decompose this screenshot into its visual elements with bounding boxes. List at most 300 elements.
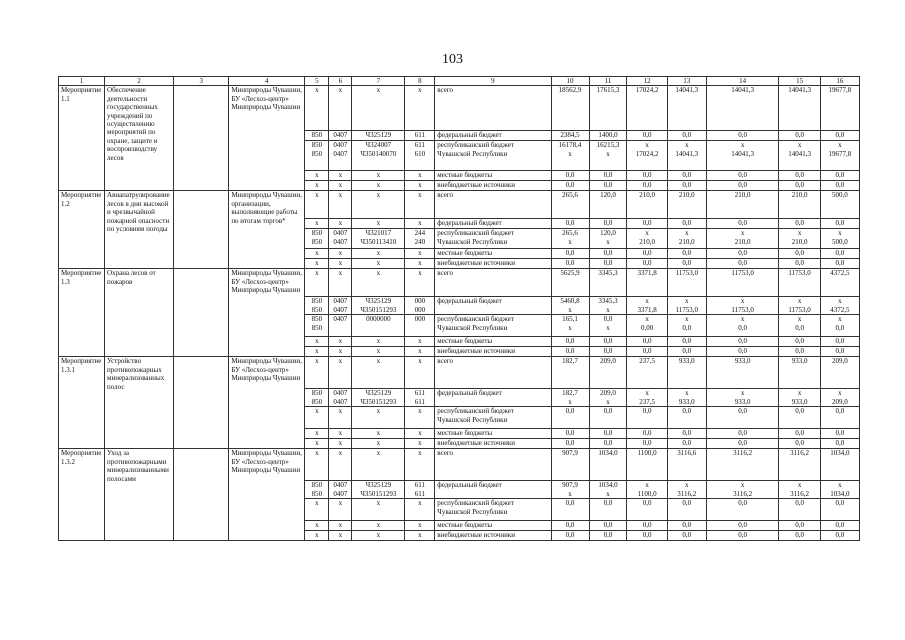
year-amount: x 237,5: [627, 389, 667, 407]
year-amount: 0,0: [589, 249, 627, 259]
year-amount: 14041,3: [706, 86, 779, 131]
year-amount: 0,0: [589, 259, 627, 269]
year-amount: x 4372,5: [820, 297, 859, 315]
section-code: 0407 0407: [329, 389, 352, 407]
year-amount: 0,0: [706, 407, 779, 429]
year-amount: 0,0: [779, 439, 820, 449]
expense-type-code: x: [405, 347, 435, 357]
year-amount: 0,0: [627, 259, 667, 269]
year-amount: 209,0: [820, 357, 859, 389]
funding-source: внебюджетные источники: [435, 181, 551, 191]
empty-cell: [174, 191, 229, 269]
year-amount: 0,0: [627, 181, 667, 191]
table-row: [59, 191, 860, 219]
table-row: [59, 86, 860, 131]
year-amount: 933,0: [779, 357, 820, 389]
expense-type-code: x: [405, 86, 435, 131]
grbs-code: 850 850: [305, 229, 329, 249]
year-amount: 3345,3: [589, 269, 627, 297]
year-amount: x 0,0: [820, 315, 859, 337]
expense-type-code: 611 610: [405, 141, 435, 171]
funding-source: местные бюджеты: [435, 171, 551, 181]
year-amount: x 210,0: [779, 229, 820, 249]
year-amount: 265,6 x: [551, 229, 589, 249]
year-amount: x 0,0: [667, 315, 706, 337]
year-amount: 1100,0: [627, 449, 667, 481]
target-article-code: x: [352, 171, 405, 181]
target-article-code: Ч324007 Ч350140070: [352, 141, 405, 171]
header-cell: 7: [352, 77, 405, 86]
header-cell: 2: [105, 77, 174, 86]
year-amount: x 1034,0: [820, 481, 859, 499]
year-amount: x 3371,8: [627, 297, 667, 315]
year-amount: x 0,0: [779, 315, 820, 337]
funding-source: внебюджетные источники: [435, 259, 551, 269]
funding-source: федеральный бюджет: [435, 131, 551, 141]
grbs-code: x: [305, 249, 329, 259]
year-amount: 0,0: [820, 131, 859, 141]
measure-name: Охрана лесов от пожаров: [105, 269, 174, 357]
year-amount: 0,0: [551, 531, 589, 541]
year-amount: x 1100,0: [627, 481, 667, 499]
target-article-code: Ч325129 Ч350151293: [352, 481, 405, 499]
year-amount: 11753,0: [667, 269, 706, 297]
year-amount: 1400,0: [589, 131, 627, 141]
grbs-code: x: [305, 439, 329, 449]
year-amount: 0,0: [706, 347, 779, 357]
target-article-code: x: [352, 86, 405, 131]
year-amount: 18562,9: [551, 86, 589, 131]
year-amount: x 19677,8: [820, 141, 859, 171]
year-amount: 0,0: [667, 521, 706, 531]
year-amount: x 11753,0: [667, 297, 706, 315]
year-amount: 0,0: [820, 181, 859, 191]
funding-source: всего: [435, 269, 551, 297]
header-cell: 13: [667, 77, 706, 86]
funding-source: местные бюджеты: [435, 521, 551, 531]
year-amount: 907,9 x: [551, 481, 589, 499]
year-amount: 1034,0 x: [589, 481, 627, 499]
target-article-code: x: [352, 219, 405, 229]
year-amount: 0,0: [820, 531, 859, 541]
measure-code: Мероприятие 1.3.1: [59, 357, 105, 449]
year-amount: 3116,2: [706, 449, 779, 481]
year-amount: 210,0: [627, 191, 667, 219]
grbs-code: x: [305, 219, 329, 229]
year-amount: 0,0: [820, 407, 859, 429]
header-cell: 1: [59, 77, 105, 86]
year-amount: 0,0: [551, 171, 589, 181]
year-amount: 0,0: [820, 521, 859, 531]
expense-type-code: x: [405, 191, 435, 219]
funding-source: местные бюджеты: [435, 429, 551, 439]
year-amount: 0,0: [706, 249, 779, 259]
grbs-code: x: [305, 269, 329, 297]
section-code: x: [329, 191, 352, 219]
year-amount: 5460,8 x: [551, 297, 589, 315]
year-amount: 16178,4 x: [551, 141, 589, 171]
section-code: 0407: [329, 315, 352, 337]
year-amount: x 933,0: [667, 389, 706, 407]
section-code: 0407 0407: [329, 141, 352, 171]
year-amount: 210,0: [667, 191, 706, 219]
year-amount: 0,0: [627, 407, 667, 429]
target-article-code: 0000000: [352, 315, 405, 337]
funding-source: республиканский бюджет Чувашской Республики: [435, 499, 551, 521]
target-article-code: x: [352, 499, 405, 521]
grbs-code: 850 850: [305, 389, 329, 407]
year-amount: 0,0: [706, 131, 779, 141]
year-amount: 0,0: [820, 171, 859, 181]
funding-source: местные бюджеты: [435, 337, 551, 347]
year-amount: 0,0: [667, 337, 706, 347]
year-amount: 0,0: [551, 347, 589, 357]
funding-source: республиканский бюджет Чувашской Республики: [435, 141, 551, 171]
year-amount: 265,6: [551, 191, 589, 219]
year-amount: 11753,0: [779, 269, 820, 297]
target-article-code: x: [352, 407, 405, 429]
grbs-code: 850 850: [305, 297, 329, 315]
year-amount: x 933,0: [779, 389, 820, 407]
year-amount: 3371,8: [627, 269, 667, 297]
year-amount: x 210,0: [706, 229, 779, 249]
grbs-code: x: [305, 171, 329, 181]
year-amount: 11753,0: [706, 269, 779, 297]
funding-source: федеральный бюджет: [435, 481, 551, 499]
year-amount: 0,0: [589, 219, 627, 229]
header-cell: 14: [706, 77, 779, 86]
target-article-code: x: [352, 357, 405, 389]
table-row: [59, 449, 860, 481]
section-code: x: [329, 531, 352, 541]
header-row: [59, 77, 860, 86]
year-amount: 0,0: [627, 249, 667, 259]
target-article-code: x: [352, 181, 405, 191]
year-amount: 19677,8: [820, 86, 859, 131]
table-row: [59, 269, 860, 297]
year-amount: 0,0: [779, 181, 820, 191]
section-code: x: [329, 521, 352, 531]
empty-cell: [174, 357, 229, 449]
year-amount: 0,0: [627, 337, 667, 347]
target-article-code: x: [352, 347, 405, 357]
section-code: x: [329, 429, 352, 439]
year-amount: 0,0: [820, 499, 859, 521]
year-amount: 0,0: [551, 249, 589, 259]
year-amount: 0,0: [589, 171, 627, 181]
year-amount: 1034,0: [589, 449, 627, 481]
section-code: 0407: [329, 131, 352, 141]
year-amount: 0,0: [706, 521, 779, 531]
expense-type-code: x: [405, 269, 435, 297]
year-amount: 0,0: [779, 347, 820, 357]
year-amount: 0,0: [551, 521, 589, 531]
year-amount: 165,1 x: [551, 315, 589, 337]
year-amount: x 3116,2: [706, 481, 779, 499]
year-amount: 0,0: [667, 249, 706, 259]
expense-type-code: 611 611: [405, 481, 435, 499]
year-amount: 209,0: [589, 357, 627, 389]
year-amount: 0,0: [779, 259, 820, 269]
header-cell: 3: [174, 77, 229, 86]
expense-type-code: x: [405, 449, 435, 481]
expense-type-code: x: [405, 259, 435, 269]
year-amount: 0,0: [667, 181, 706, 191]
grbs-code: x: [305, 531, 329, 541]
year-amount: 0,0: [779, 249, 820, 259]
section-code: x: [329, 259, 352, 269]
expense-type-code: x: [405, 521, 435, 531]
year-amount: 14041,3: [779, 86, 820, 131]
year-amount: 0,0: [551, 181, 589, 191]
year-amount: 210,0: [706, 191, 779, 219]
year-amount: 0,0: [627, 171, 667, 181]
year-amount: 0,0: [820, 259, 859, 269]
year-amount: 182,7 x: [551, 389, 589, 407]
section-code: 0407 0407: [329, 481, 352, 499]
year-amount: x 3116,2: [667, 481, 706, 499]
expense-type-code: x: [405, 357, 435, 389]
year-amount: 0,0: [820, 347, 859, 357]
year-amount: 1034,0: [820, 449, 859, 481]
target-article-code: Ч325129 Ч350151293: [352, 297, 405, 315]
year-amount: 0,0: [820, 219, 859, 229]
year-amount: 933,0: [706, 357, 779, 389]
year-amount: x 11753,0: [779, 297, 820, 315]
year-amount: 0,0: [667, 171, 706, 181]
grbs-code: x: [305, 499, 329, 521]
year-amount: 0,0: [551, 219, 589, 229]
expense-type-code: x: [405, 171, 435, 181]
measure-code: Мероприятие 1.1: [59, 86, 105, 191]
year-amount: 0,0: [627, 531, 667, 541]
expense-type-code: x: [405, 499, 435, 521]
measure-code: Мероприятие 1.3.2: [59, 449, 105, 541]
grbs-code: 850 850: [305, 315, 329, 337]
year-amount: 0,0: [706, 429, 779, 439]
target-article-code: Ч321017 Ч350113410: [352, 229, 405, 249]
year-amount: 0,0: [706, 499, 779, 521]
target-article-code: x: [352, 191, 405, 219]
year-amount: 3116,6: [667, 449, 706, 481]
year-amount: 0,0: [589, 347, 627, 357]
header-cell: 8: [405, 77, 435, 86]
year-amount: x 17024,2: [627, 141, 667, 171]
year-amount: x 3116,2: [779, 481, 820, 499]
page-number: 103: [442, 52, 463, 67]
year-amount: 0,0: [706, 181, 779, 191]
header-cell: 9: [435, 77, 551, 86]
responsible-executor: Минприроды Чувашии, БУ «Лесхоз-центр» Минприроды Чувашии: [229, 449, 305, 541]
year-amount: x 0,00: [627, 315, 667, 337]
responsible-executor: Минприроды Чувашии, организации, выполняющие работы по итогам торгов*: [229, 191, 305, 269]
expense-type-code: x: [405, 219, 435, 229]
measure-code: Мероприятие 1.3: [59, 269, 105, 357]
funding-source: федеральный бюджет: [435, 219, 551, 229]
year-amount: 209,0 x: [589, 389, 627, 407]
year-amount: 0,0: [779, 337, 820, 347]
measure-code: Мероприятие 1.2: [59, 191, 105, 269]
budget-table: [58, 76, 860, 541]
funding-source: республиканский бюджет Чувашской Республики: [435, 315, 551, 337]
year-amount: 0,0: [627, 219, 667, 229]
funding-source: республиканский бюджет Чувашской Республики: [435, 229, 551, 249]
empty-cell: [174, 86, 229, 191]
section-code: x: [329, 449, 352, 481]
year-amount: 0,0: [551, 337, 589, 347]
grbs-code: x: [305, 429, 329, 439]
year-amount: 5625,9: [551, 269, 589, 297]
expense-type-code: x: [405, 531, 435, 541]
year-amount: 3116,2: [779, 449, 820, 481]
year-amount: 0,0: [779, 407, 820, 429]
year-amount: x 0,0: [706, 315, 779, 337]
expense-type-code: x: [405, 429, 435, 439]
year-amount: 0,0: [706, 171, 779, 181]
year-amount: x 500,0: [820, 229, 859, 249]
header-cell: 4: [229, 77, 305, 86]
year-amount: 0,0: [627, 347, 667, 357]
year-amount: 0,0: [589, 521, 627, 531]
year-amount: 0,0: [589, 407, 627, 429]
empty-cell: [174, 269, 229, 357]
section-code: x: [329, 219, 352, 229]
year-amount: 0,0: [551, 439, 589, 449]
year-amount: 0,0: [551, 407, 589, 429]
funding-source: всего: [435, 86, 551, 131]
year-amount: 0,0: [589, 429, 627, 439]
year-amount: 0,0: [627, 521, 667, 531]
target-article-code: x: [352, 429, 405, 439]
year-amount: 120,0 x: [589, 229, 627, 249]
year-amount: 0,0: [551, 429, 589, 439]
expense-type-code: 611: [405, 131, 435, 141]
expense-type-code: 000: [405, 315, 435, 337]
year-amount: 0,0: [779, 521, 820, 531]
year-amount: 0,0: [627, 429, 667, 439]
year-amount: x 14041,3: [667, 141, 706, 171]
year-amount: 0,0: [627, 131, 667, 141]
grbs-code: 850 850: [305, 481, 329, 499]
year-amount: 3345,3 x: [589, 297, 627, 315]
funding-source: местные бюджеты: [435, 249, 551, 259]
year-amount: 0,0: [667, 347, 706, 357]
responsible-executor: Минприроды Чувашии, БУ «Лесхоз-центр» Минприроды Чувашии: [229, 86, 305, 191]
year-amount: 0,0: [589, 181, 627, 191]
section-code: x: [329, 439, 352, 449]
expense-type-code: x: [405, 439, 435, 449]
expense-type-code: x: [405, 337, 435, 347]
expense-type-code: x: [405, 249, 435, 259]
target-article-code: x: [352, 249, 405, 259]
year-amount: 0,0: [706, 219, 779, 229]
header-cell: 16: [820, 77, 859, 86]
grbs-code: x: [305, 337, 329, 347]
measure-name: Уход за противопожарными минерализованными полосами: [105, 449, 174, 541]
year-amount: 0,0: [667, 429, 706, 439]
year-amount: 0,0: [706, 531, 779, 541]
year-amount: 0,0: [551, 259, 589, 269]
responsible-executor: Минприроды Чувашии, БУ «Лесхоз-центр» Минприроды Чувашии: [229, 269, 305, 357]
header-cell: 10: [551, 77, 589, 86]
year-amount: 0,0: [589, 531, 627, 541]
year-amount: 4372,5: [820, 269, 859, 297]
year-amount: 120,0: [589, 191, 627, 219]
responsible-executor: Минприроды Чувашии, БУ «Лесхоз-центр» Минприроды Чувашии: [229, 357, 305, 449]
section-code: x: [329, 269, 352, 297]
section-code: x: [329, 181, 352, 191]
grbs-code: x: [305, 181, 329, 191]
year-amount: 0,0: [706, 439, 779, 449]
section-code: 0407 0407: [329, 297, 352, 315]
year-amount: 14041,3: [667, 86, 706, 131]
year-amount: 0,0: [627, 439, 667, 449]
section-code: x: [329, 171, 352, 181]
funding-source: внебюджетные источники: [435, 439, 551, 449]
expense-type-code: 611 611: [405, 389, 435, 407]
target-article-code: x: [352, 269, 405, 297]
grbs-code: x: [305, 521, 329, 531]
year-amount: 237,5: [627, 357, 667, 389]
year-amount: 933,0: [667, 357, 706, 389]
year-amount: 0,0: [589, 337, 627, 347]
measure-name: Устройство противопожарных минерализованных полос: [105, 357, 174, 449]
year-amount: 0,0: [589, 439, 627, 449]
target-article-code: Ч325129 Ч350151293: [352, 389, 405, 407]
year-amount: 0,0 x: [589, 315, 627, 337]
year-amount: 0,0: [667, 531, 706, 541]
funding-source: республиканский бюджет Чувашской Республики: [435, 407, 551, 429]
funding-source: федеральный бюджет: [435, 297, 551, 315]
funding-source: всего: [435, 449, 551, 481]
target-article-code: x: [352, 259, 405, 269]
funding-source: федеральный бюджет: [435, 389, 551, 407]
year-amount: 0,0: [667, 407, 706, 429]
grbs-code: 850: [305, 131, 329, 141]
section-code: x: [329, 357, 352, 389]
grbs-code: x: [305, 86, 329, 131]
year-amount: 0,0: [779, 499, 820, 521]
expense-type-code: 244 240: [405, 229, 435, 249]
year-amount: 17615,3: [589, 86, 627, 131]
year-amount: 0,0: [667, 131, 706, 141]
year-amount: x 210,0: [667, 229, 706, 249]
expense-type-code: x: [405, 407, 435, 429]
year-amount: 0,0: [667, 259, 706, 269]
table-body: [59, 77, 860, 541]
section-code: x: [329, 499, 352, 521]
year-amount: 0,0: [779, 171, 820, 181]
year-amount: 0,0: [667, 219, 706, 229]
funding-source: всего: [435, 357, 551, 389]
header-cell: 5: [305, 77, 329, 86]
grbs-code: x: [305, 357, 329, 389]
grbs-code: x: [305, 191, 329, 219]
year-amount: x 933,0: [706, 389, 779, 407]
grbs-code: x: [305, 407, 329, 429]
target-article-code: Ч325129: [352, 131, 405, 141]
year-amount: 0,0: [820, 249, 859, 259]
year-amount: 0,0: [779, 131, 820, 141]
section-code: x: [329, 337, 352, 347]
header-cell: 12: [627, 77, 667, 86]
section-code: x: [329, 86, 352, 131]
target-article-code: x: [352, 449, 405, 481]
section-code: x: [329, 407, 352, 429]
header-cell: 15: [779, 77, 820, 86]
year-amount: 0,0: [820, 429, 859, 439]
year-amount: 210,0: [779, 191, 820, 219]
